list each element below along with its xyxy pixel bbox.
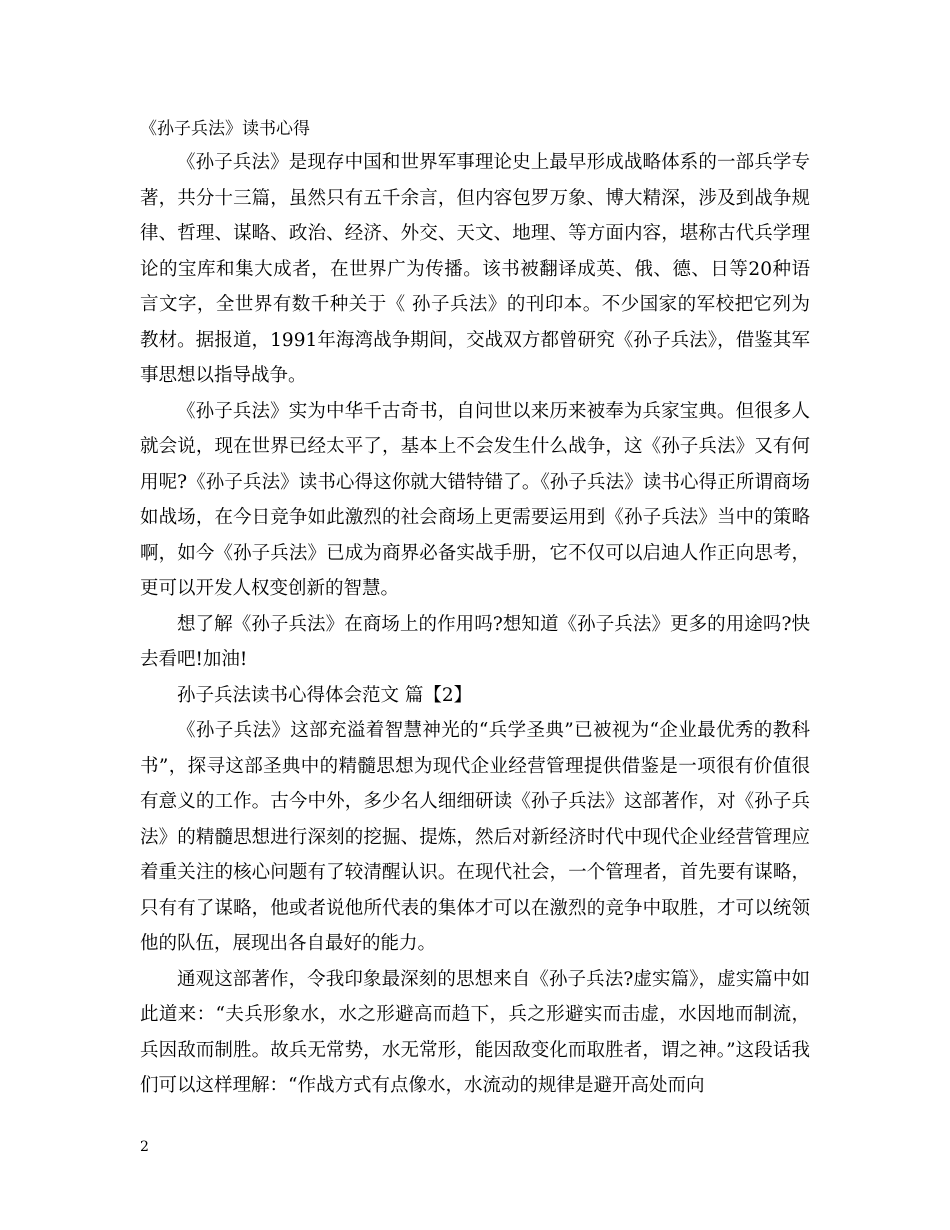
section-paragraph-2: 通观这部著作，令我印象最深刻的思想来自《孙子兵法?虚实篇》，虚实篇中如此道来：“夫兵形象水，水之形避高而趋下，兵之形避实而击虚，水因地而制流，兵因敌而制胜。故兵无常势，水无常形，能因敌变化而取胜者，谓之神。”这段话我们可以这样理解：“作战方式有点像水，水流动的规律是避开高处而向 [140, 968, 810, 1096]
section-heading: 孙子兵法读书心得体会范文 篇【2】 [177, 684, 473, 706]
page-number: 2 [140, 1139, 149, 1155]
document-title: 《孙子兵法》读书心得 [140, 119, 310, 139]
paragraph-1: 《孙子兵法》是现存中国和世界军事理论史上最早形成战略体系的一部兵学专著，共分十三篇，虽然只有五千余言，但内容包罗万象、博大精深，涉及到战争规律、哲理、谋略、政治、经济、外交、天文、地理、等方面内容，堪称古代兵学理论的宝库和集大成者，在世界广为传播。该书被翻译成英、俄、德、日等20种语言文字，全世界有数千种关于《 孙子兵法》的刊印本。不少国家的军校把它列为教材。据报道，1991年海湾战争期间，交战双方都曾研究《孙子兵法》，借鉴其军事思想以指导战争。 [140, 152, 810, 386]
paragraph-3: 想了解《孙子兵法》在商场上的作用吗?想知道《孙子兵法》更多的用途吗?快去看吧!加油! [140, 613, 810, 670]
paragraph-2: 《孙子兵法》实为中华千古奇书，自问世以来历来被奉为兵家宝典。但很多人就会说，现在世界已经太平了，基本上不会发生什么战争，这《孙子兵法》又有何用呢?《孙子兵法》读书心得这你就大错特错了。《孙子兵法》读书心得正所谓商场如战场，在今日竞争如此激烈的社会商场上更需要运用到《孙子兵法》当中的策略啊，如今《孙子兵法》已成为商界必备实战手册，它不仅可以启迪人作正向思考，更可以开发人权变创新的智慧。 [140, 400, 810, 599]
document-page [140, 113, 810, 1104]
section-paragraph-1: 《孙子兵法》这部充溢着智慧神光的“兵学圣典”已被视为“企业最优秀的教科书”，探寻这部圣典中的精髓思想为现代企业经营管理提供借鉴是一项很有价值很有意义的工作。古今中外，多少名人细细研读《孙子兵法》这部著作，对《孙子兵法》的精髓思想进行深刻的挖掘、提炼，然后对新经济时代中现代企业经营管理应着重关注的核心问题有了较清醒认识。在现代社会，一个管理者，首先要有谋略，只有有了谋略，他或者说他所代表的集体才可以在激烈的竞争中取胜，才可以统领他的队伍，展现出各自最好的能力。 [140, 720, 810, 954]
